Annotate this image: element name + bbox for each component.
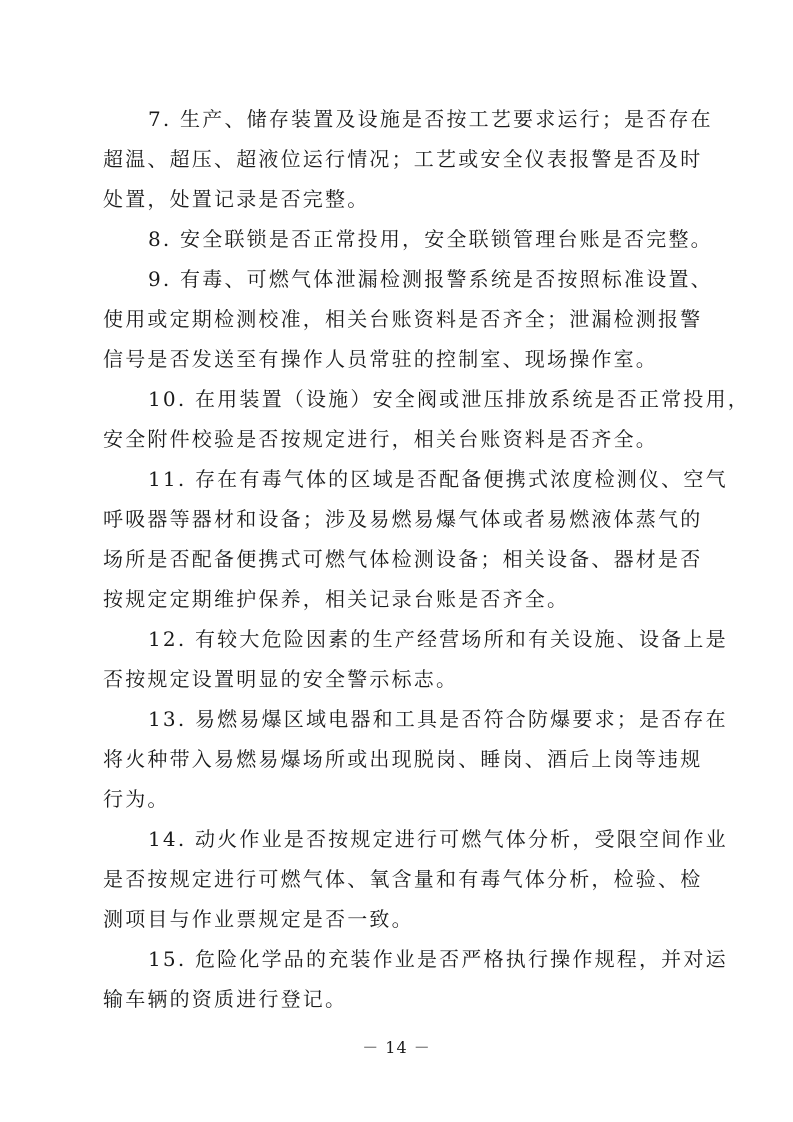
text-line: 7. 生产、储存装置及设施是否按工艺要求运行；是否存在 [148,107,713,131]
paragraph-item-12 [103,619,728,699]
text-line: 是否按规定进行可燃气体、氧含量和有毒气体分析，检验、检 [103,867,703,891]
page-number: － 14 － [362,1038,431,1057]
paragraph-item-9 [103,259,713,379]
text-line: 将火种带入易燃易爆场所或出现脱岗、睡岗、酒后上岗等违规 [103,747,703,771]
text-line: 处置，处置记录是否完整。 [103,187,370,211]
paragraph-item-7 [103,99,713,219]
text-line: 否按规定设置明显的安全警示标志。 [103,667,459,691]
paragraph-item-8 [103,219,713,259]
paragraph-item-11 [103,459,728,619]
text-line: 测项目与作业票规定是否一致。 [103,907,414,931]
text-line: 使用或定期检测校准，相关台账资料是否齐全；泄漏检测报警 [103,307,703,331]
paragraph-item-15 [103,939,728,1019]
document-body [103,99,750,1019]
text-line: 安全附件校验是否按规定进行，相关台账资料是否齐全。 [103,427,658,451]
text-line: 呼吸器等器材和设备；涉及易燃易爆气体或者易燃液体蒸气的 [103,507,703,531]
text-line: 超温、超压、超液位运行情况；工艺或安全仪表报警是否及时 [103,147,703,171]
text-line: 13. 易燃易爆区域电器和工具是否符合防爆要求；是否存在 [148,707,728,731]
text-line: 场所是否配备便携式可燃气体检测设备；相关设备、器材是否 [103,547,703,571]
text-line: 8. 安全联锁是否正常投用，安全联锁管理台账是否完整。 [148,227,713,251]
text-line: 10. 在用装置（设施）安全阀或泄压排放系统是否正常投用， [148,387,750,411]
text-line: 14. 动火作业是否按规定进行可燃气体分析，受限空间作业 [148,827,728,851]
text-line: 信号是否发送至有操作人员常驻的控制室、现场操作室。 [103,347,658,371]
text-line: 12. 有较大危险因素的生产经营场所和有关设施、设备上是 [148,627,728,651]
text-line: 11. 存在有毒气体的区域是否配备便携式浓度检测仪、空气 [148,467,728,491]
paragraph-item-13 [103,699,728,819]
text-line: 9. 有毒、可燃气体泄漏检测报警系统是否按照标准设置、 [148,267,713,291]
text-line: 15. 危险化学品的充装作业是否严格执行操作规程，并对运 [148,947,728,971]
text-line: 行为。 [103,787,170,811]
text-line: 按规定定期维护保养，相关记录台账是否齐全。 [103,587,570,611]
paragraph-item-10 [103,379,750,459]
text-line: 输车辆的资质进行登记。 [103,987,348,1011]
paragraph-item-14 [103,819,728,939]
